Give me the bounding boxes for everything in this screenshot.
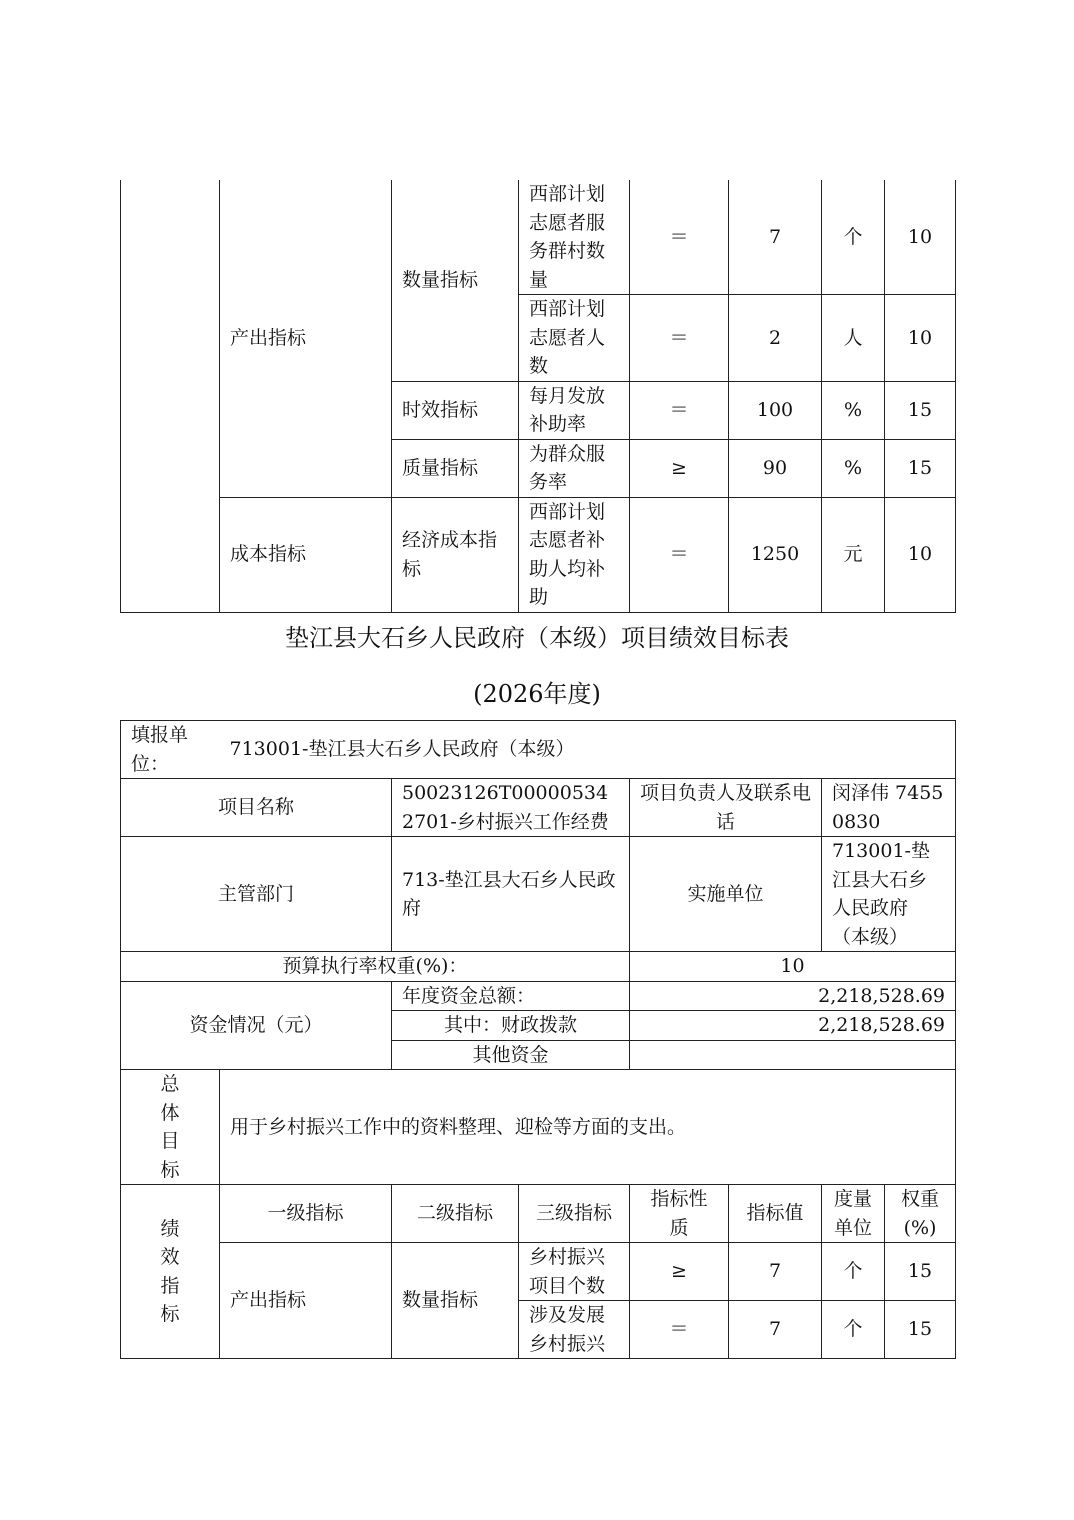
total-label: 年度资金总额： <box>392 981 630 1011</box>
weight-cell: 10 <box>885 295 956 382</box>
header-cell: 度量单位 <box>822 1185 885 1243</box>
goal-value: 用于乡村振兴工作中的资料整理、迎检等方面的支出。 <box>220 1070 956 1185</box>
table-row <box>121 779 956 837</box>
value-cell: 90 <box>729 439 822 497</box>
level3-cell: 为群众服务率 <box>519 439 630 497</box>
level3-cell: 涉及发展乡村振兴 <box>519 1301 630 1359</box>
fiscal-value: 2,218,528.69 <box>630 1011 956 1041</box>
weight-cell: 10 <box>885 497 956 612</box>
fiscal-label: 其中：财政拨款 <box>392 1011 630 1041</box>
unit-cell: % <box>822 381 885 439</box>
table-row <box>121 837 956 952</box>
perf-label-cell <box>121 180 220 612</box>
dept-value: 713-垫江县大石乡人民政府 <box>392 837 630 952</box>
level3-cell: 西部计划志愿者补助人均补助 <box>519 497 630 612</box>
level3-cell: 西部计划志愿者人数 <box>519 295 630 382</box>
value-cell: 2 <box>729 295 822 382</box>
contact-label: 项目负责人及联系电话 <box>630 779 822 837</box>
value-cell: 7 <box>729 1243 822 1301</box>
level2-cell: 数量指标 <box>392 180 519 381</box>
table-row <box>121 1070 956 1185</box>
header-cell: 指标性质 <box>630 1185 729 1243</box>
table-row <box>121 497 956 612</box>
level3-cell: 每月发放补助率 <box>519 381 630 439</box>
weight-cell: 15 <box>885 439 956 497</box>
reporting-unit-label: 填报单位： <box>121 721 220 779</box>
level2-cell: 经济成本指标 <box>392 497 519 612</box>
unit-cell: % <box>822 439 885 497</box>
other-value <box>630 1040 956 1070</box>
document-title: 垫江县大石乡人民政府（本级）项目绩效目标表 <box>285 624 789 652</box>
other-label: 其他资金 <box>392 1040 630 1070</box>
header-cell: 一级指标 <box>220 1185 392 1243</box>
header-cell: 二级指标 <box>392 1185 519 1243</box>
weight-cell: 15 <box>885 1301 956 1359</box>
level1-cell: 成本指标 <box>220 497 392 612</box>
level3-cell: 乡村振兴项目个数 <box>519 1243 630 1301</box>
level1-cell: 产出指标 <box>220 180 392 497</box>
nature-cell: ＝ <box>630 180 729 295</box>
goal-label: 总体目标 <box>121 1070 220 1185</box>
nature-cell: ＝ <box>630 1301 729 1359</box>
unit-cell: 元 <box>822 497 885 612</box>
level2-cell: 时效指标 <box>392 381 519 439</box>
unit-cell: 人 <box>822 295 885 382</box>
header-cell: 三级指标 <box>519 1185 630 1243</box>
weight-cell: 15 <box>885 1243 956 1301</box>
level2-cell: 数量指标 <box>392 1243 519 1359</box>
value-cell: 7 <box>729 1301 822 1359</box>
table-row <box>121 721 956 779</box>
table-row <box>121 1243 956 1301</box>
weight-cell: 10 <box>885 180 956 295</box>
header-cell: 权重(%) <box>885 1185 956 1243</box>
table-row <box>121 1185 956 1243</box>
total-value: 2,218,528.69 <box>630 981 956 1011</box>
nature-cell: ≥ <box>630 439 729 497</box>
previous-indicator-table <box>120 180 956 613</box>
nature-cell: ＝ <box>630 295 729 382</box>
level2-cell: 质量指标 <box>392 439 519 497</box>
impl-value: 713001-垫江县大石乡人民政府（本级） <box>822 837 956 952</box>
level1-cell: 产出指标 <box>220 1243 392 1359</box>
budget-rate-value: 10 <box>630 952 956 982</box>
unit-cell: 个 <box>822 180 885 295</box>
table-row <box>121 180 956 295</box>
level3-cell: 西部计划志愿者服务群村数量 <box>519 180 630 295</box>
table-row <box>121 981 956 1011</box>
impl-label: 实施单位 <box>630 837 822 952</box>
weight-cell: 15 <box>885 381 956 439</box>
value-cell: 100 <box>729 381 822 439</box>
header-cell: 指标值 <box>729 1185 822 1243</box>
perf-label: 绩效指标 <box>121 1185 220 1359</box>
unit-cell: 个 <box>822 1243 885 1301</box>
nature-cell: ≥ <box>630 1243 729 1301</box>
budget-rate-label: 预算执行率权重(%)： <box>121 952 630 982</box>
funds-label: 资金情况（元） <box>121 981 392 1070</box>
nature-cell: ＝ <box>630 381 729 439</box>
nature-cell: ＝ <box>630 497 729 612</box>
value-cell: 7 <box>729 180 822 295</box>
dept-label: 主管部门 <box>121 837 392 952</box>
project-name-label: 项目名称 <box>121 779 392 837</box>
document-subtitle: (2026年度) <box>473 680 601 708</box>
table-row <box>121 952 956 982</box>
project-name-value: 50023126T000005342701-乡村振兴工作经费 <box>392 779 630 837</box>
performance-target-table <box>120 720 956 1359</box>
reporting-unit-value: 713001-垫江县大石乡人民政府（本级） <box>220 721 956 779</box>
unit-cell: 个 <box>822 1301 885 1359</box>
contact-value: 闵泽伟 74550830 <box>822 779 956 837</box>
value-cell: 1250 <box>729 497 822 612</box>
